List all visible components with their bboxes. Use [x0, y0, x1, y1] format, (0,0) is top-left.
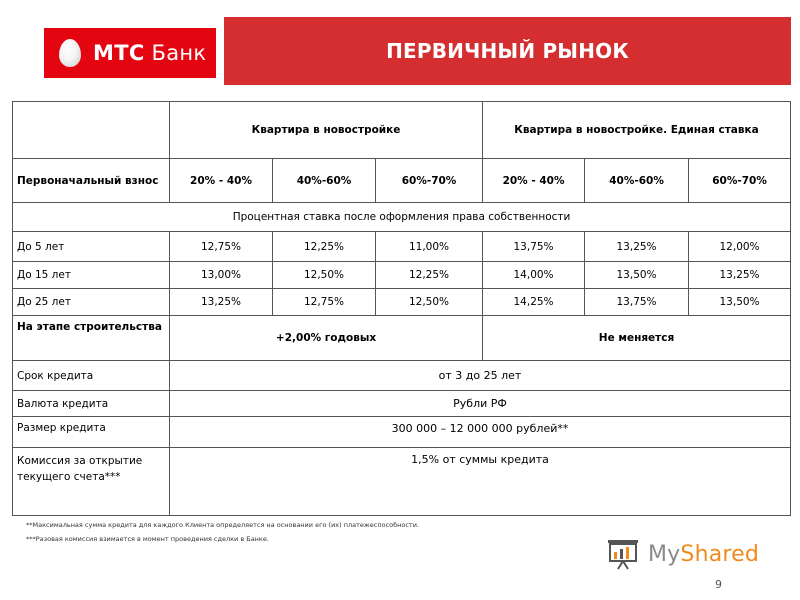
- down-payment-range: 60%-70%: [689, 159, 791, 203]
- rate-cell: 12,75%: [273, 289, 376, 316]
- mortgage-rates-table: [12, 101, 791, 516]
- page-number: 9: [715, 578, 722, 591]
- page-title: ПЕРВИЧНЫЙ РЫНОК: [386, 39, 629, 63]
- loan-term-value: от 3 до 25 лет: [170, 361, 791, 391]
- fee-label: Комиссия за открытие текущего счета***: [13, 448, 170, 516]
- table-row: [13, 102, 791, 159]
- table-row: [13, 289, 791, 316]
- loan-term-label: Срок кредита: [13, 361, 170, 391]
- rate-cell: 13,50%: [689, 289, 791, 316]
- footnote: ***Разовая комиссия взимается в момент проведения сделки в Банке.: [26, 535, 269, 543]
- down-payment-label: Первоначальный взнос: [13, 159, 170, 203]
- rate-cell: 13,50%: [585, 262, 689, 289]
- rate-cell: 11,00%: [376, 232, 483, 262]
- logo-text: [93, 41, 206, 65]
- table-row: [13, 448, 791, 516]
- table-row: [13, 159, 791, 203]
- rate-cell: 13,25%: [689, 262, 791, 289]
- table-row: [13, 262, 791, 289]
- rate-cell: 12,00%: [689, 232, 791, 262]
- watermark-text: [648, 542, 759, 567]
- down-payment-range: 60%-70%: [376, 159, 483, 203]
- down-payment-range: 40%-60%: [585, 159, 689, 203]
- logo-text-rest: Банк: [151, 41, 207, 65]
- rate-cell: 13,75%: [483, 232, 585, 262]
- group-header-new-build: Квартира в новостройке: [170, 102, 483, 159]
- down-payment-range: 20% - 40%: [170, 159, 273, 203]
- amount-value: 300 000 – 12 000 000 рублей**: [170, 417, 791, 448]
- table-row: [13, 391, 791, 417]
- rate-cell: 12,50%: [376, 289, 483, 316]
- rate-cell: 12,75%: [170, 232, 273, 262]
- table-row: [13, 316, 791, 361]
- group-header-single-rate: Квартира в новостройке. Единая ставка: [483, 102, 791, 159]
- watermark-text-my: My: [648, 541, 681, 567]
- construction-standard-rate: +2,00% годовых: [170, 316, 483, 361]
- footnotes: [26, 518, 419, 546]
- construction-single-rate: Не меняется: [483, 316, 791, 361]
- mts-bank-logo: [44, 28, 216, 78]
- section-label: Процентная ставка после оформления права собственности: [13, 203, 791, 232]
- fee-value: 1,5% от суммы кредита: [170, 448, 791, 516]
- rate-cell: 13,00%: [170, 262, 273, 289]
- mts-egg-icon: [59, 39, 81, 67]
- footnote: **Максимальная сумма кредита для каждого Клиента определяется на основании его (их) платежеспособности.: [26, 521, 420, 529]
- table-row: [13, 203, 791, 232]
- rate-cell: 14,00%: [483, 262, 585, 289]
- watermark-text-shared: Shared: [680, 541, 760, 567]
- rate-cell: 13,75%: [585, 289, 689, 316]
- down-payment-range: 20% - 40%: [483, 159, 585, 203]
- term-label: До 25 лет: [13, 289, 170, 316]
- myshared-watermark: [606, 538, 759, 570]
- rate-cell: 14,25%: [483, 289, 585, 316]
- currency-label: Валюта кредита: [13, 391, 170, 417]
- table-row: [13, 232, 791, 262]
- construction-label: На этапе строительства: [13, 316, 170, 361]
- table-row: [13, 361, 791, 391]
- header-bar: [224, 17, 791, 85]
- currency-value: Рубли РФ: [170, 391, 791, 417]
- amount-label: Размер кредита: [13, 417, 170, 448]
- rate-cell: 12,25%: [273, 232, 376, 262]
- logo-text-strong: МТС: [93, 41, 145, 65]
- rate-cell: 13,25%: [585, 232, 689, 262]
- presentation-board-icon: [606, 538, 642, 570]
- corner-cell: [13, 102, 170, 159]
- rate-cell: 12,50%: [273, 262, 376, 289]
- table-row: [13, 417, 791, 448]
- rate-cell: 12,25%: [376, 262, 483, 289]
- term-label: До 15 лет: [13, 262, 170, 289]
- down-payment-range: 40%-60%: [273, 159, 376, 203]
- rate-cell: 13,25%: [170, 289, 273, 316]
- term-label: До 5 лет: [13, 232, 170, 262]
